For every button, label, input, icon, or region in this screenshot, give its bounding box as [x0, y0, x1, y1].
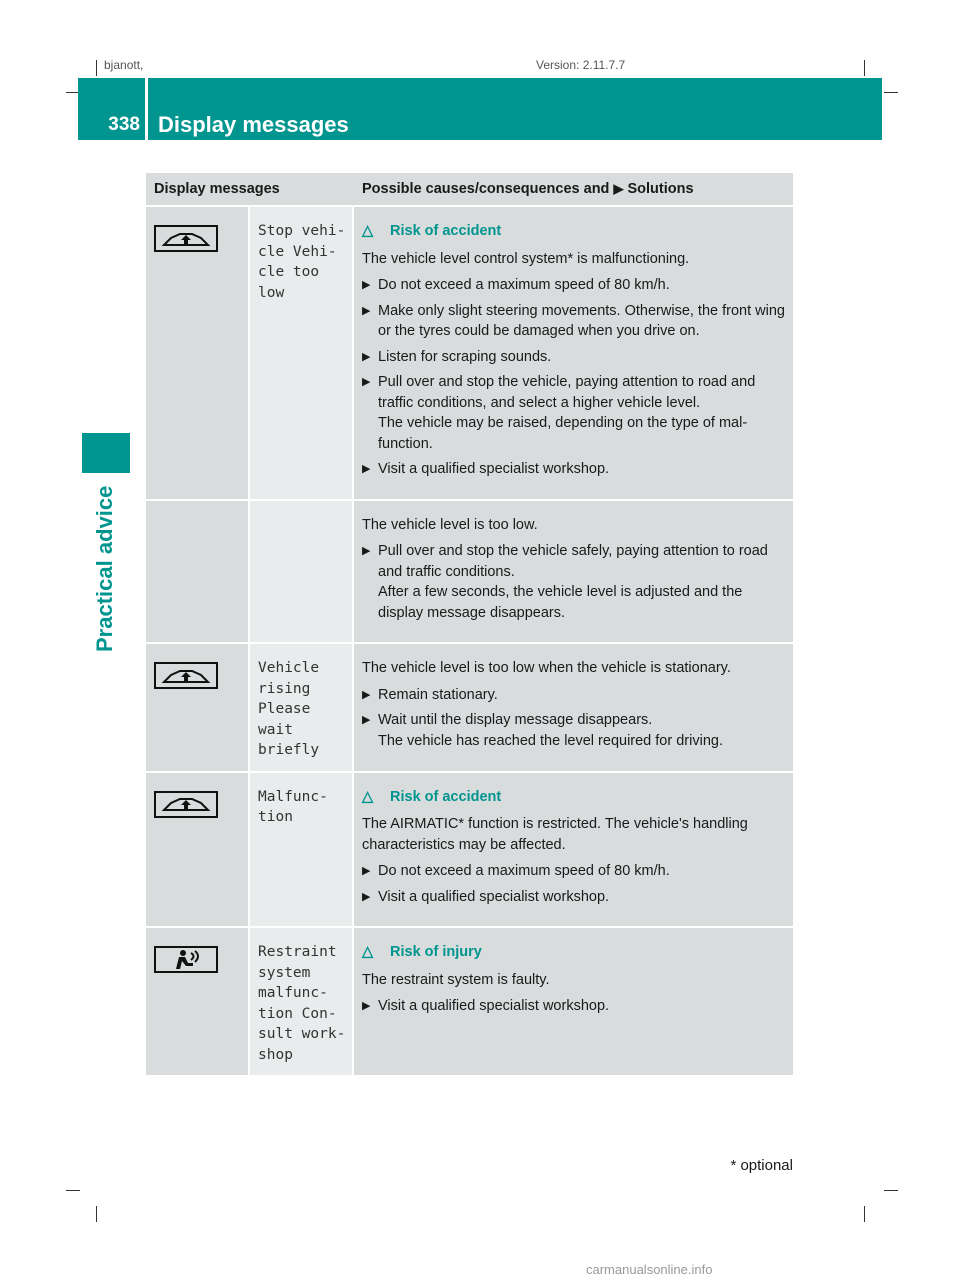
step-text: [378, 541, 787, 623]
step-result-text: The vehicle may be raised, depending on the type of mal-function.: [378, 415, 748, 452]
step-item: [362, 861, 787, 882]
column-header-display: [146, 173, 354, 205]
footnote-optional: * optional: [730, 1157, 793, 1174]
step-result-text: After a few seconds, the vehicle level is adjusted and the display message disappears.: [378, 584, 743, 621]
print-meta-left: bjanott,: [104, 58, 144, 72]
table-row: [146, 771, 793, 927]
step-arrow-icon: ▶: [362, 279, 371, 291]
icon-cell: [146, 771, 250, 927]
step-main-text: Pull over and stop the vehicle, paying attention to road and traffic conditions, and select a higher vehicle level.: [378, 374, 756, 411]
step-text: Listen for scraping sounds.: [378, 348, 552, 365]
icon-cell: [146, 926, 250, 1075]
section-label: Practical advice: [92, 485, 117, 652]
step-text: Do not exceed a maximum speed of 80 km/h.: [378, 863, 670, 879]
step-item: [362, 347, 787, 368]
step-main-text: Pull over and stop the vehicle safely, paying attention to road and traffic conditions.: [378, 543, 768, 580]
icon-cell: [146, 205, 250, 499]
step-arrow-icon: ▶: [362, 545, 371, 557]
crop-mark: [864, 1206, 865, 1222]
step-text: Visit a qualified specialist workshop.: [378, 998, 610, 1014]
cause-text: The vehicle level is too low when the vehicle is stationary.: [362, 660, 731, 676]
header-separator: [145, 78, 148, 140]
step-main-text: Wait until the display message disappears.: [378, 712, 653, 728]
step-item: [362, 459, 787, 480]
step-item: [362, 372, 787, 454]
step-text: [378, 372, 787, 454]
vehicle-level-icon: [154, 662, 218, 689]
warning-heading: [362, 787, 787, 808]
cause-text: The vehicle level control system* is malfunctioning.: [362, 250, 690, 267]
step-arrow-icon: ▶: [362, 376, 371, 388]
display-message-text: Restraint system malfunc- tion Con- sult work- shop: [250, 926, 354, 1075]
step-arrow-icon: ▶: [362, 463, 371, 475]
warning-triangle-icon: △: [362, 788, 374, 805]
table-row: [146, 926, 793, 1075]
table-row: [146, 642, 793, 771]
display-message-text: Malfunc- tion: [250, 771, 354, 927]
solution-cell: [354, 771, 793, 927]
crop-mark: [884, 1190, 898, 1191]
column-header-solutions-suffix: Solutions: [627, 181, 694, 197]
crop-mark: [884, 92, 898, 93]
icon-cell: [146, 642, 250, 771]
warning-text: Risk of injury: [390, 944, 482, 960]
vehicle-level-icon: [154, 225, 218, 252]
display-message-text: [250, 499, 354, 643]
step-text: Visit a qualified specialist workshop.: [378, 888, 610, 905]
step-result-text: The vehicle has reached the level required for driving.: [378, 732, 723, 749]
step-arrow-icon: ▶: [362, 304, 371, 317]
step-text: Remain stationary.: [378, 686, 498, 703]
crop-mark: [864, 60, 865, 76]
step-item: [362, 887, 787, 908]
warning-heading: [362, 942, 787, 963]
step-text: Do not exceed a maximum speed of 80 km/h.: [378, 277, 670, 293]
solution-cell: [354, 499, 793, 643]
crop-mark: [66, 1190, 80, 1191]
step-text: Make only slight steering movements. Otherwise, the front wing or the tyres could be damaged when you drive on.: [378, 302, 785, 339]
table-row: [146, 205, 793, 499]
step-item: [362, 710, 787, 751]
print-meta-right: Version: 2.11.7.7: [536, 58, 626, 72]
icon-cell: [146, 499, 250, 643]
cause-text: The restraint system is faulty.: [362, 971, 550, 988]
crop-mark: [96, 1206, 97, 1222]
cause-text: The vehicle level is too low.: [362, 516, 538, 533]
step-arrow-icon: ▶: [362, 890, 371, 903]
step-text: [378, 710, 787, 751]
display-messages-table: [146, 173, 793, 1075]
cause-text: The AIRMATIC* function is restricted. The vehicle's handling characteristics may be affected.: [362, 816, 748, 853]
watermark: carmanualsonline.info: [586, 1262, 713, 1277]
warning-heading: [362, 221, 787, 242]
warning-triangle-icon: △: [362, 223, 374, 239]
display-message-text: Vehicle rising Please wait briefly: [250, 642, 354, 771]
step-item: [362, 275, 787, 296]
column-header-solutions: [354, 173, 793, 205]
vehicle-level-icon: [154, 791, 218, 818]
page-number: 338: [108, 114, 140, 135]
warning-triangle-icon: △: [362, 944, 374, 960]
step-item: [362, 996, 787, 1017]
section-tab-marker: [82, 433, 130, 473]
step-arrow-icon: ▶: [362, 865, 371, 877]
crop-mark: [96, 60, 97, 76]
step-text: Visit a qualified specialist workshop.: [378, 461, 610, 477]
table-header-row: [146, 173, 793, 205]
warning-text: Risk of accident: [390, 223, 502, 239]
table-row: [146, 499, 793, 643]
step-arrow-icon: ▶: [362, 1000, 371, 1012]
step-item: [362, 301, 787, 342]
solution-cell: [354, 926, 793, 1075]
solution-cell: [354, 205, 793, 499]
step-item: [362, 541, 787, 623]
step-arrow-icon: ▶: [362, 714, 371, 726]
play-arrow-icon: ▶: [613, 181, 624, 196]
page-title: Display messages: [158, 112, 349, 137]
column-header-display-text: Display messages: [154, 181, 280, 197]
step-arrow-icon: ▶: [362, 688, 371, 701]
warning-text: Risk of accident: [390, 788, 502, 805]
column-header-solutions-text: Possible causes/consequences and: [362, 181, 610, 197]
step-item: [362, 685, 787, 706]
step-arrow-icon: ▶: [362, 350, 371, 363]
solution-cell: [354, 642, 793, 771]
display-message-text: Stop vehi- cle Vehi- cle too low: [250, 205, 354, 499]
airbag-icon: [154, 946, 218, 973]
